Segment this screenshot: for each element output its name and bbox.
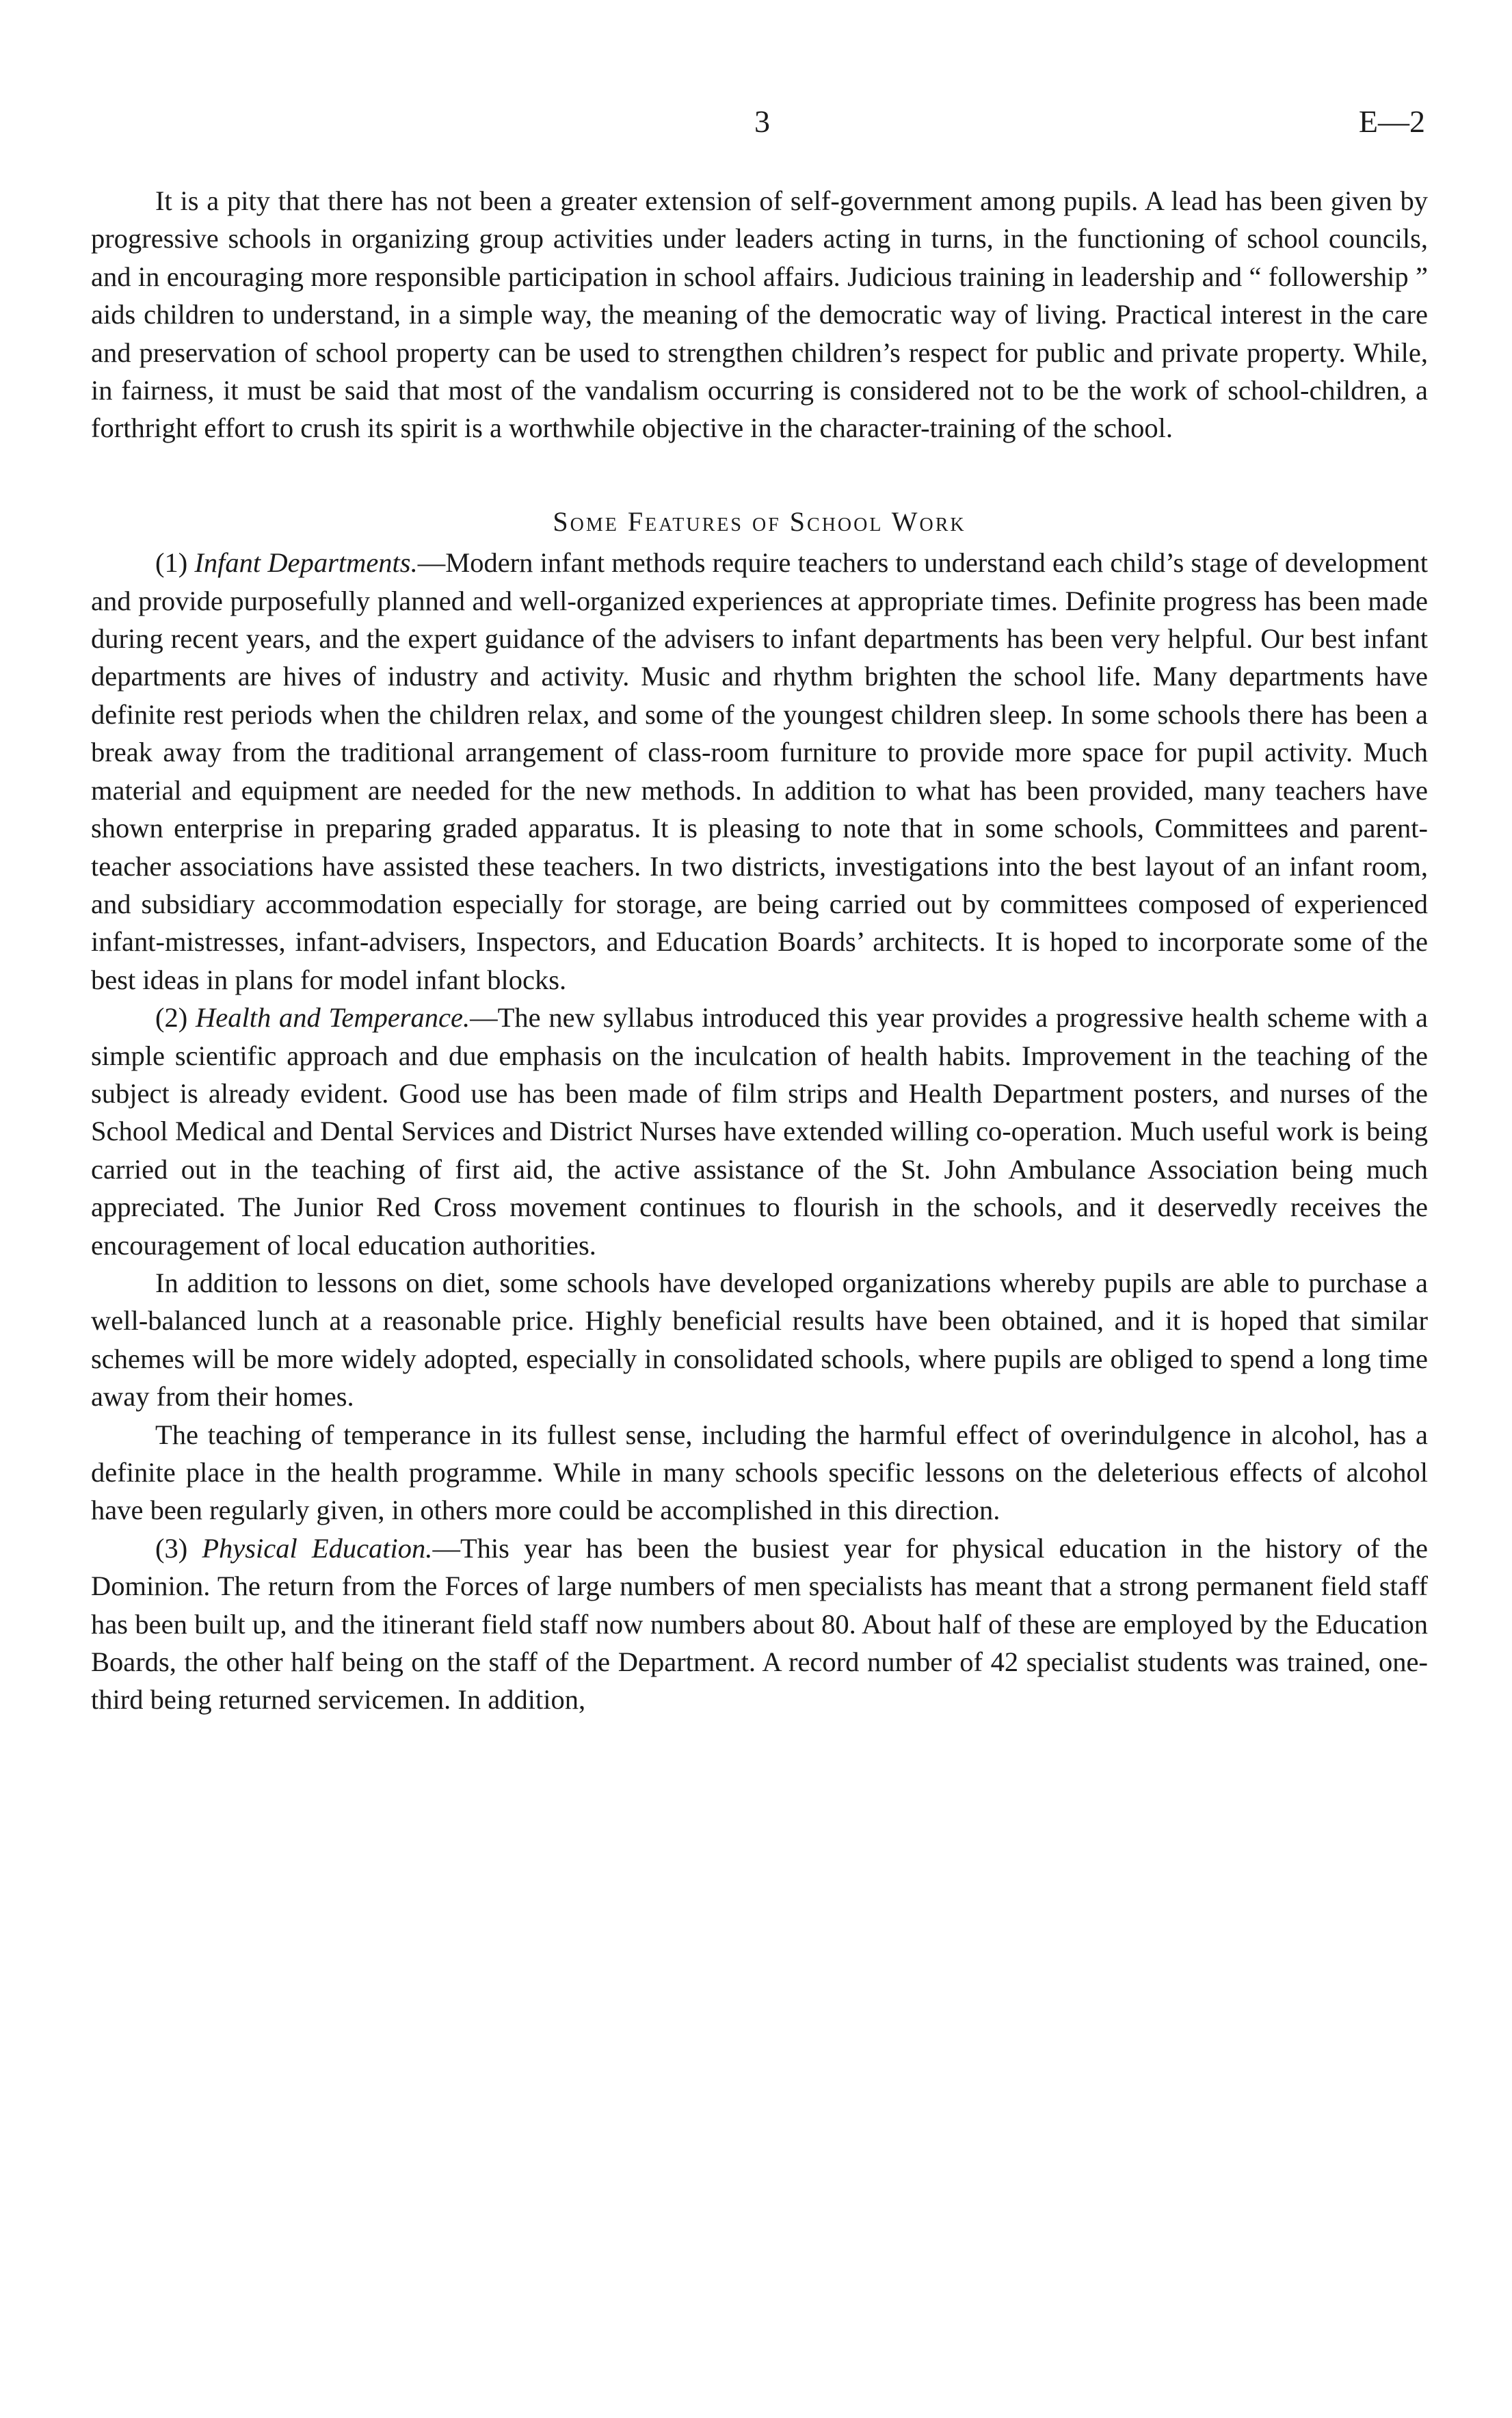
page-header: [91, 103, 1428, 144]
section-text: —Modern infant methods require teachers to understand each child’s stage of development and provide purposefully planned and well-organized experiences at appropriate times. Definite progress has been made during recent years, and the expert guidance of the advisers to infant departments has been very helpful. Our best infant departments are hives of industry and activity. Music and rhythm brighten the school life. Many departments have definite rest periods when the children relax, and some of the youngest children sleep. In some schools there has been a break away from the traditional arrangement of class-room furniture to provide more space for pupil activity. Much material and equipment are needed for the new methods. In addition to what has been provided, many teachers have shown enterprise in preparing graded apparatus. It is pleasing to note that in some schools, Committees and parent-teacher associations have assisted these teachers. In two districts, investigations into the best layout of an infant room, and subsidiary accommodation especially for storage, are being carried out by committees composed of experienced infant-mistresses, infant-advisers, Inspectors, and Education Boards’ architects. It is hoped to incorporate some of the best ideas in plans for model infant blocks.: [91, 547, 1428, 995]
section-title: Physical Education.: [202, 1532, 433, 1564]
section-number: (3): [155, 1532, 188, 1564]
document-page: [91, 103, 1428, 1719]
section-number: (2): [155, 1002, 188, 1034]
section-infant-departments: [91, 544, 1428, 999]
paragraph-lunch-schemes: In addition to lessons on diet, some schools have developed organizations whereby pupils are able to purchase a well-balanced lunch at a reasonable price. Highly beneficial results have been obtained, and it is hoped that similar schemes will be more widely adopted, especially in consolidated schools, where pupils are obliged to spend a long time away from their homes.: [91, 1267, 1428, 1412]
section-text: —This year has been the busiest year for physical education in the history of the Dominion. The return from the Forces of large numbers of men specialists has meant that a strong permanent field staff has been built up, and the itinerant field staff now numbers about 80. About half of these are employed by the Education Boards, the other half being on the staff of the Department. A record number of 42 specialist students was trained, one-third being returned servicemen. In addition,: [91, 1532, 1428, 1716]
intro-paragraph: It is a pity that there has not been a greater extension of self-government among pupils. A lead has been given by progressive schools in organizing group activities under leaders acting in turns, in the functioning of school councils, and in encouraging more responsible participation in school affairs. Judicious training in leadership and “ followership ” aids children to understand, in a simple way, the meaning of the democratic way of living. Practical interest in the care and preservation of school property can be used to strengthen children’s respect for public and private property. While, in fairness, it must be said that most of the vandalism occurring is considered not to be the work of school-children, a forthright effort to crush its spirit is a worthwhile objective in the character-training of the school.: [91, 185, 1428, 444]
section-text: —The new syllabus introduced this year provides a progressive health scheme with a simple scientific approach and due emphasis on the inculcation of health habits. Improvement in the teaching of the subject is already evident. Good use has been made of film strips and Health Department posters, and nurses of the School Medical and Dental Services and District Nurses have extended willing co-operation. Much useful work is being carried out in the teaching of first aid, the active assistance of the St. John Ambulance Association being much appreciated. The Junior Red Cross movement continues to flourish in the schools, and it deservedly receives the encouragement of local education authorities.: [91, 1002, 1429, 1261]
section-title: Infant Departments.: [194, 547, 418, 579]
section-title: Health and Temperance.: [196, 1002, 470, 1034]
section-heading: Some Features of School Work: [553, 505, 966, 537]
section-health-temperance: [91, 999, 1428, 1264]
section-number: (1): [155, 547, 188, 579]
page-number: 3: [754, 104, 770, 139]
document-code: E—2: [1358, 104, 1425, 139]
section-physical-education: [91, 1529, 1428, 1719]
paragraph-temperance: The teaching of temperance in its fullest sense, including the harmful effect of overindulgence in alcohol, has a definite place in the health programme. While in many schools specific lessons on the deleterious effects of alcohol have been regularly given, in others more could be accomplished in this direction.: [91, 1419, 1428, 1526]
